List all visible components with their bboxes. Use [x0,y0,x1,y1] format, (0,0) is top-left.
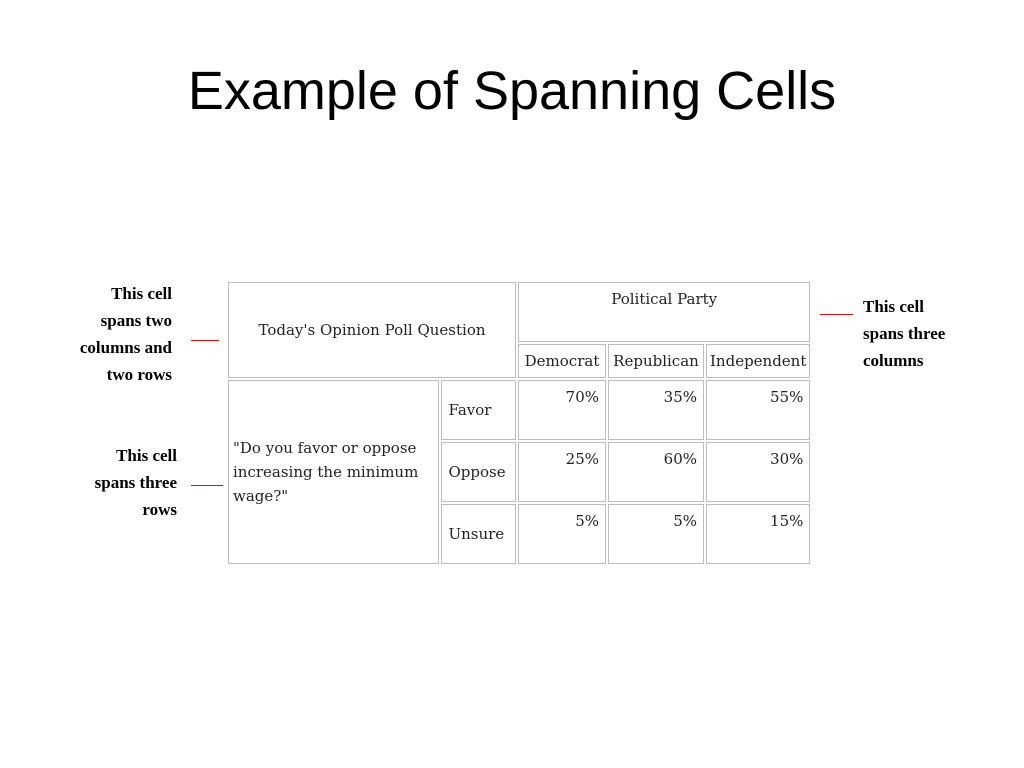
value-cell: 25% [518,442,606,502]
annotation-line-1: This cell [111,284,172,303]
annotation-line-4: two rows [106,365,172,384]
table-row [228,282,810,342]
question-header-cell: Today's Opinion Poll Question [228,282,516,378]
slide-title: Example of Spanning Cells [187,61,837,121]
annotation-line-1: This cell [863,297,924,316]
value-cell: 60% [608,442,704,502]
party-republican-header: Republican [608,344,704,378]
annotation-spans-three-columns [863,293,945,374]
annotation-line-3: columns [863,351,924,370]
annotation-line-3: rows [142,500,177,519]
value-cell: 55% [706,380,810,440]
value-cell: 70% [518,380,606,440]
table-row [228,380,810,440]
opinion-poll-table [226,280,812,566]
party-header-cell: Political Party [518,282,810,342]
annotation-spans-two-columns-two-rows [80,280,172,388]
callout-line-three-rows [191,485,223,486]
party-independent-header: Independent [706,344,810,378]
row-label-unsure: Unsure [441,504,516,564]
party-democrat-header: Democrat [518,344,606,378]
value-cell: 35% [608,380,704,440]
annotation-line-1: This cell [116,446,177,465]
row-label-favor: Favor [441,380,516,440]
value-cell: 30% [706,442,810,502]
annotation-line-3: columns and [79,338,172,357]
annotation-line-2: spans three [94,473,177,492]
callout-line-three-columns [820,314,853,315]
value-cell: 15% [706,504,810,564]
annotation-line-2: spans two [100,311,172,330]
callout-line-two-columns [191,340,219,341]
annotation-spans-three-rows [95,442,177,523]
value-cell: 5% [608,504,704,564]
value-cell: 5% [518,504,606,564]
annotation-line-2: spans three [863,324,946,343]
row-label-oppose: Oppose [441,442,516,502]
question-text-cell: "Do you favor or oppose increasing the minimum wage?" [228,380,439,564]
